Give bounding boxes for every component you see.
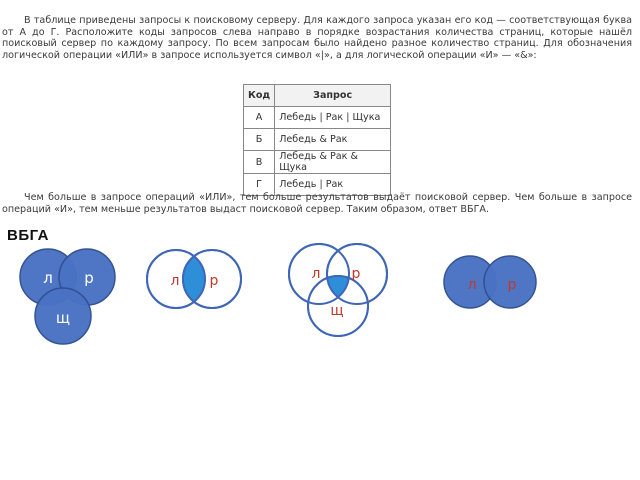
row-code: В <box>244 151 275 174</box>
venn-and-three <box>289 244 387 336</box>
label-r: р <box>84 269 94 287</box>
row-query: Лебедь | Рак | Щука <box>275 107 391 129</box>
answer-text: ВБГА <box>7 227 50 244</box>
label-l: л <box>311 266 321 282</box>
venn-or-two <box>444 256 536 308</box>
explanation-text: Чем больше в запросе операций «ИЛИ», тем больше результатов выдаёт поисковой сервер. Чем больше в запросе операций «И», тем меньше результатов выдаст поисковой сервер. Таким образом, ответ ВБГА. <box>2 192 632 215</box>
row-code: А <box>244 107 275 129</box>
label-l: л <box>467 277 477 293</box>
row-query: Лебедь | Рак <box>275 174 391 196</box>
label-sch: щ <box>330 303 344 319</box>
task-text: В таблице приведены запросы к поисковому серверу. Для каждого запроса указан его код — соответствующая буква от А до Г. Расположите коды запросов слева направо в порядке возрастания количества страниц, которые нашёл поисковый сервер по каждому запросу. По всем запросам было найдено разное количество страниц. Для обозначения логической операции «ИЛИ» в запросе используется символ «|», а для логической операции «И» — «&»: <box>2 15 632 61</box>
label-r: р <box>507 277 517 293</box>
label-l: л <box>43 269 53 287</box>
venn-or-three <box>20 249 115 344</box>
row-query: Лебедь & Рак <box>275 129 391 151</box>
row-code: Б <box>244 129 275 151</box>
label-sch: щ <box>55 309 71 327</box>
row-query: Лебедь & Рак & Щука <box>275 151 391 174</box>
header-code: Код <box>244 85 275 107</box>
label-r: р <box>351 266 361 282</box>
label-r: р <box>209 273 219 289</box>
header-query: Запрос <box>275 85 391 107</box>
label-l: л <box>170 273 180 289</box>
row-code: Г <box>244 174 275 196</box>
venn-and-two <box>147 250 241 308</box>
